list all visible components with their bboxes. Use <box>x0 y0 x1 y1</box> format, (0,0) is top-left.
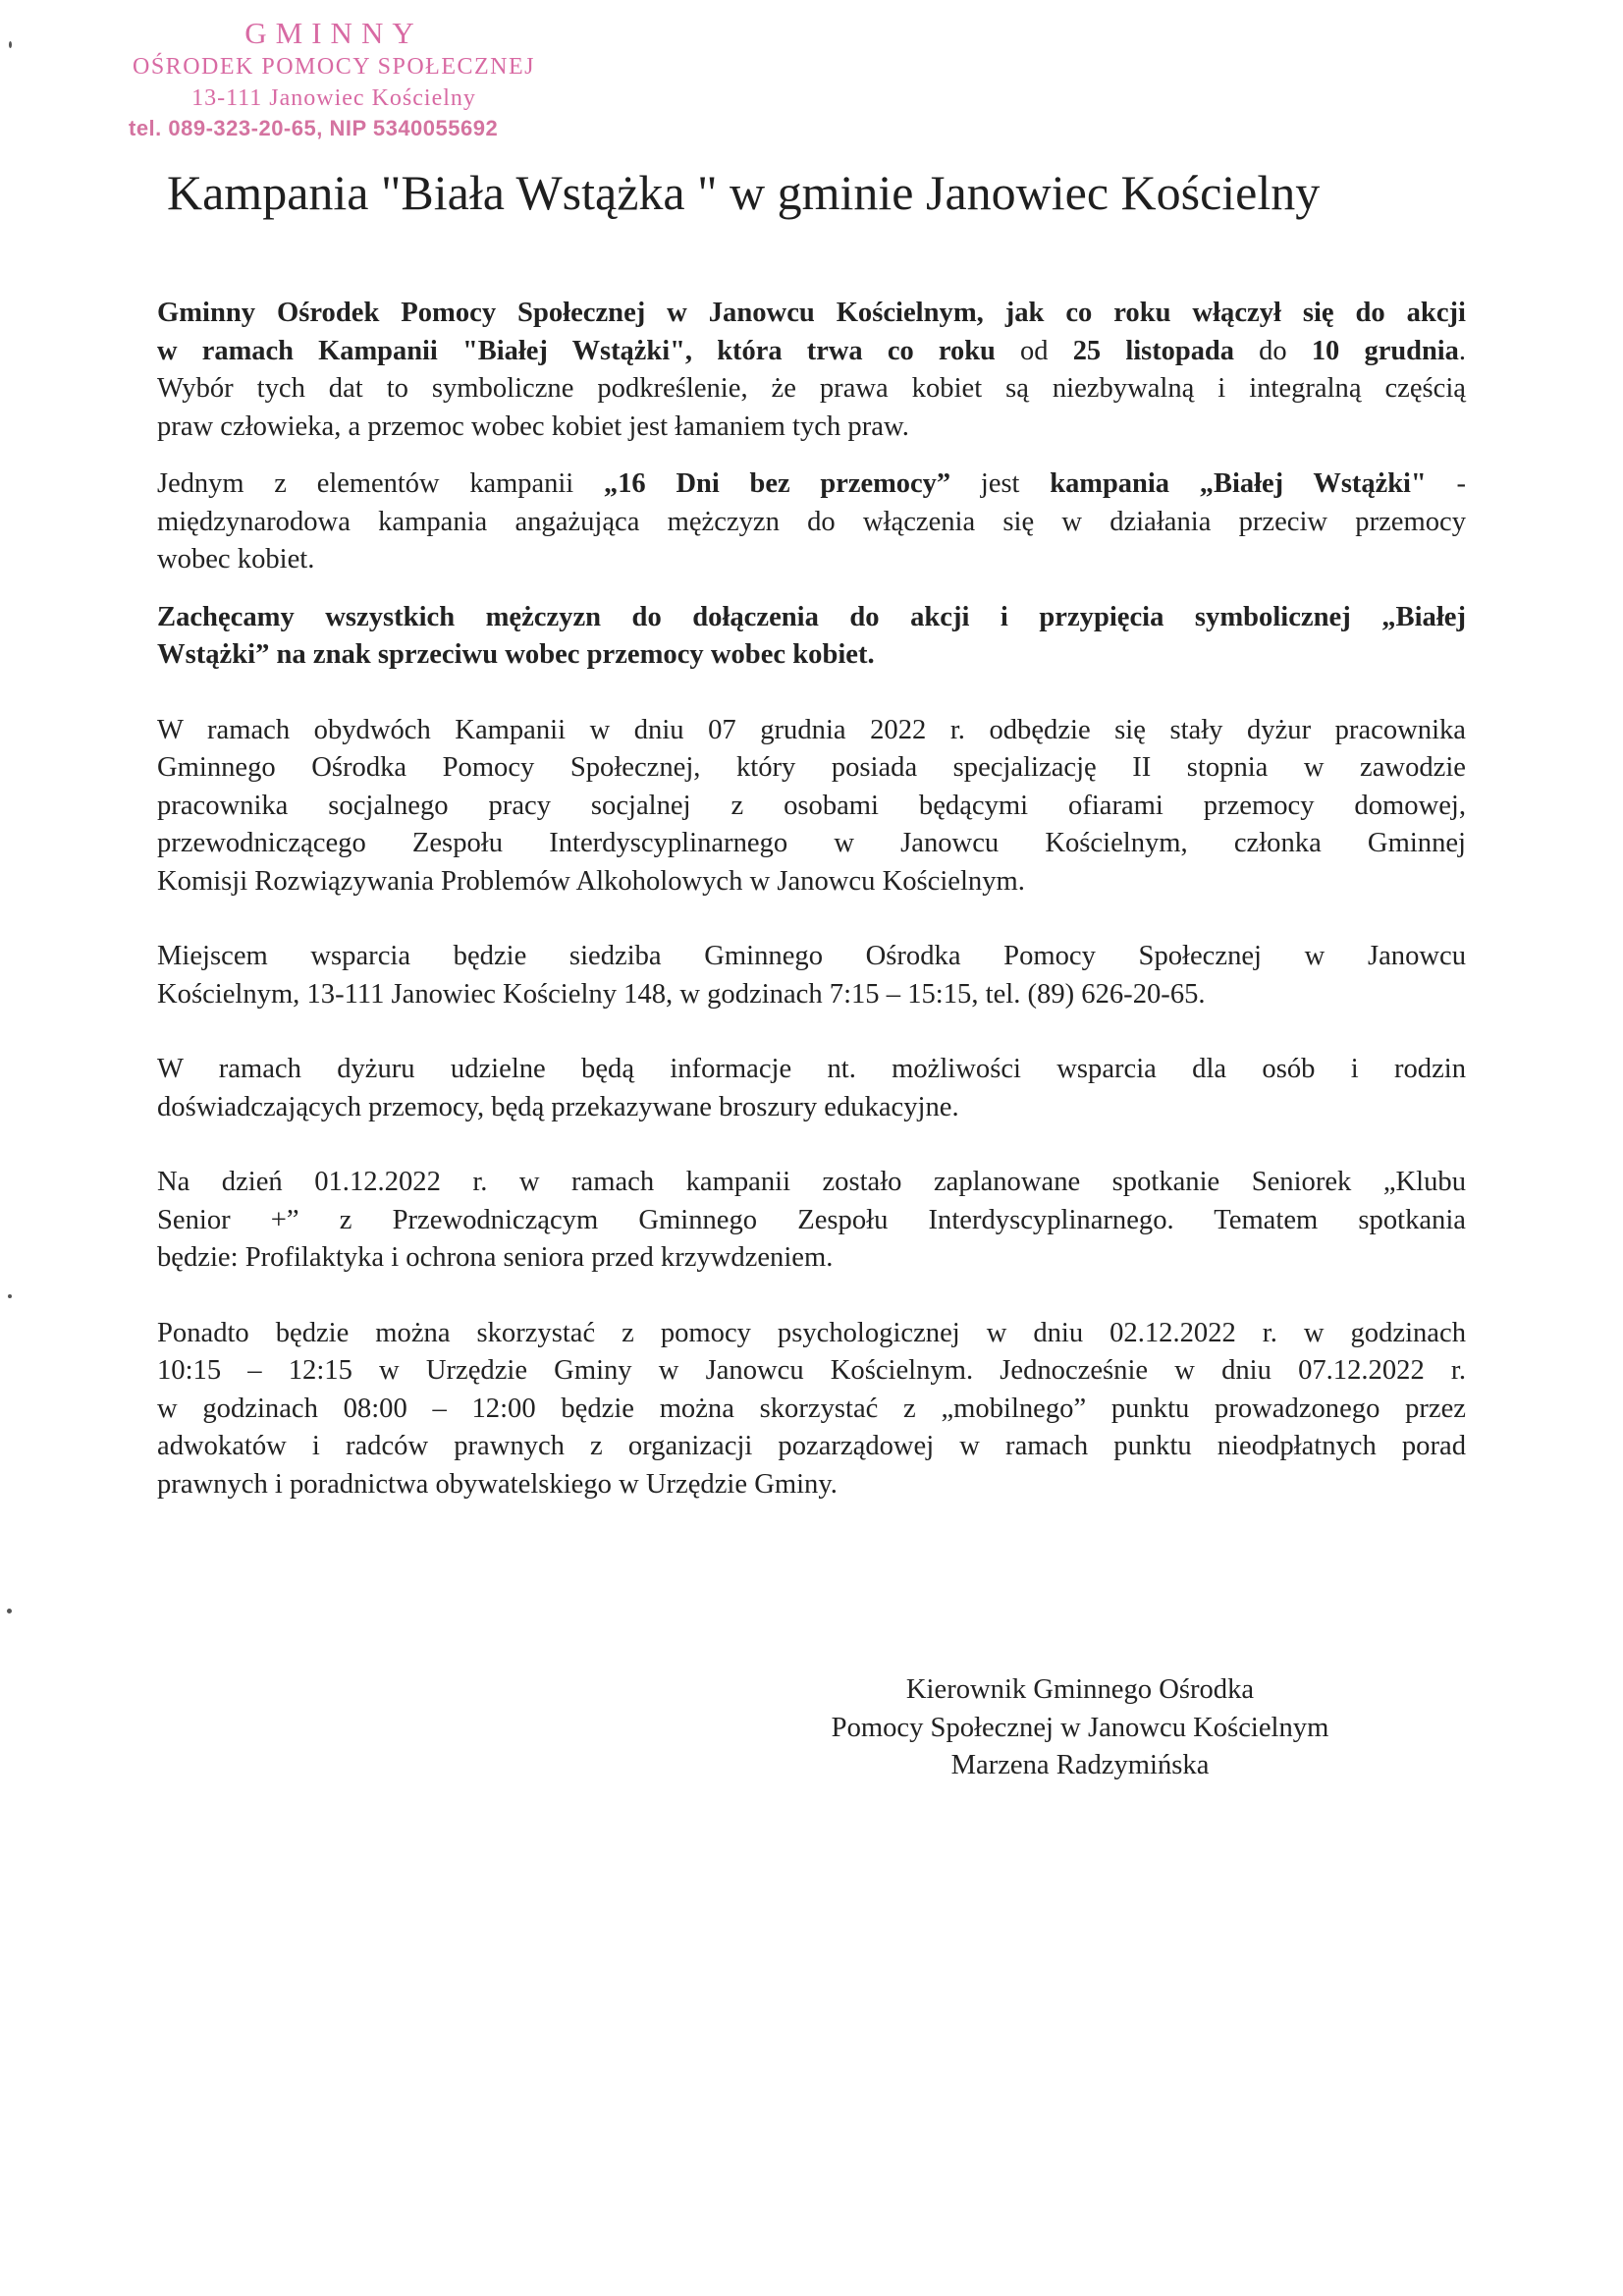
intro-line-4: praw człowieka, a przemoc wobec kobiet jest łamaniem tych praw. <box>157 410 909 442</box>
scan-speck <box>9 41 12 48</box>
intro-date-end: 10 grudnia <box>1311 335 1459 366</box>
intro-date-start: 25 listopada <box>1072 335 1234 366</box>
p4-line-1: W ramach obydwóch Kampanii w dniu 07 grudnia 2022 r. odbędzie się stały dyżur pracownika <box>157 714 1466 745</box>
signature-block <box>766 1671 1394 1785</box>
paragraph-information <box>157 1051 1466 1126</box>
p5-line-1: Miejscem wsparcia będzie siedziba Gminnego Ośrodka Pomocy Społecznej w Janowcu <box>157 941 1466 971</box>
stamp-line-3: 13-111 Janowiec Kościelny <box>191 85 476 111</box>
scan-speck <box>8 1294 12 1298</box>
intro-line-2d: do <box>1233 335 1312 366</box>
p4-line-2: Gminnego Ośrodka Pomocy Społecznej, który posiada specjalizację II stopnia w zawodzie <box>157 752 1466 783</box>
paragraph-senior-meeting <box>157 1164 1466 1278</box>
stamp-line-4: tel. 089-323-20-65, NIP 5340055692 <box>129 116 499 140</box>
paragraph-duty <box>157 712 1466 902</box>
p2-line-1a: Jednym z elementów kampanii <box>157 468 604 499</box>
p7-line-1: Na dzień 01.12.2022 r. w ramach kampanii zostało zaplanowane spotkanie Seniorek „Klubu <box>157 1167 1466 1197</box>
intro-line-1: Gminny Ośrodek Pomocy Społecznej w Janowcu Kościelnym, jak co roku włączył się do akcji <box>157 298 1466 328</box>
intro-line-3: Wybór tych dat to symboliczne podkreślenie, że prawa kobiet są niezbywalną i integralną częścią <box>157 373 1466 404</box>
p3-line-2: Wstążki” na znak sprzeciwu wobec przemocy wobec kobiet. <box>157 639 875 670</box>
scan-speck <box>7 1609 12 1613</box>
p2-campaign-name: „16 Dni bez przemocy” <box>603 468 951 499</box>
document-title: Kampania "Biała Wstążka " w gminie Janowiec Kościelny <box>167 165 1321 220</box>
p8-line-3: w godzinach 08:00 – 12:00 będzie można skorzystać z „mobilnego” punktu prowadzonego przez <box>157 1393 1466 1424</box>
intro-line-2b: od <box>995 335 1073 366</box>
p5-line-2: Kościelnym, 13-111 Janowiec Kościelny 148, w godzinach 7:15 – 15:15, tel. (89) 626-20-65. <box>157 978 1206 1010</box>
signature-line-2: Pomocy Społecznej w Janowcu Kościelnym <box>831 1712 1329 1743</box>
intro-line-2f: . <box>1458 335 1466 366</box>
signature-name: Marzena Radzymińska <box>950 1750 1210 1780</box>
paragraph-16-days <box>157 465 1466 579</box>
p2-line-2: międzynarodowa kampania angażująca mężczyzn do włączenia się w działania przeciw przemocy <box>157 506 1466 537</box>
paragraph-location <box>157 938 1466 1013</box>
p4-line-3: pracownika socjalnego pracy socjalnej z osobami będącymi ofiarami przemocy domowej, <box>157 790 1466 821</box>
p8-line-1: Ponadto będzie można skorzystać z pomocy psychologicznej w dniu 02.12.2022 r. w godzinach <box>157 1317 1466 1348</box>
p2-line-1c: jest <box>950 468 1051 499</box>
p2-white-ribbon: kampania „Białej Wstążki" <box>1050 468 1427 499</box>
p2-line-1e: - <box>1426 468 1466 499</box>
intro-line-2a: w ramach Kampanii "Białej Wstążki", która trwa co roku <box>157 335 996 366</box>
p6-line-1: W ramach dyżuru udzielne będą informacje nt. możliwości wsparcia dla osób i rodzin <box>157 1054 1466 1084</box>
p3-line-1: Zachęcamy wszystkich mężczyzn do dołączenia do akcji i przypięcia symbolicznej „Białej <box>157 601 1466 632</box>
signature-line-1: Kierownik Gminnego Ośrodka <box>905 1674 1255 1705</box>
document-body <box>157 295 1466 1503</box>
p4-line-5: Komisji Rozwiązywania Problemów Alkoholowych w Janowcu Kościelnym. <box>157 865 1025 897</box>
paragraph-legal-help <box>157 1315 1466 1504</box>
stamp-line-1: GMINNY <box>244 16 423 50</box>
p6-line-2: doświadczających przemocy, będą przekazywane broszury edukacyjne. <box>157 1091 959 1122</box>
p7-line-3: będzie: Profilaktyka i ochrona seniora przed krzywdzeniem. <box>157 1242 834 1273</box>
p8-line-2: 10:15 – 12:15 w Urzędzie Gminy w Janowcu Kościelnym. Jednocześnie w dniu 07.12.2022 r. <box>157 1355 1466 1386</box>
p8-line-4: adwokatów i radców prawnych z organizacji pozarządowej w ramach punktu nieodpłatnych porad <box>157 1431 1466 1461</box>
stamp-line-2: OŚRODEK POMOCY SPOŁECZNEJ <box>133 54 535 80</box>
p8-line-5: prawnych i poradnictwa obywatelskiego w Urzędzie Gminy. <box>157 1468 838 1500</box>
paragraph-appeal <box>157 599 1466 675</box>
p2-line-3: wobec kobiet. <box>157 544 315 574</box>
p4-line-4: przewodniczącego Zespołu Interdyscyplinarnego w Janowcu Kościelnym, członka Gminnej <box>157 828 1466 858</box>
organization-stamp <box>123 16 545 143</box>
p7-line-2: Senior +” z Przewodniczącym Gminnego Zespołu Interdyscyplinarnego. Tematem spotkania <box>157 1204 1466 1235</box>
paragraph-intro <box>157 295 1466 446</box>
